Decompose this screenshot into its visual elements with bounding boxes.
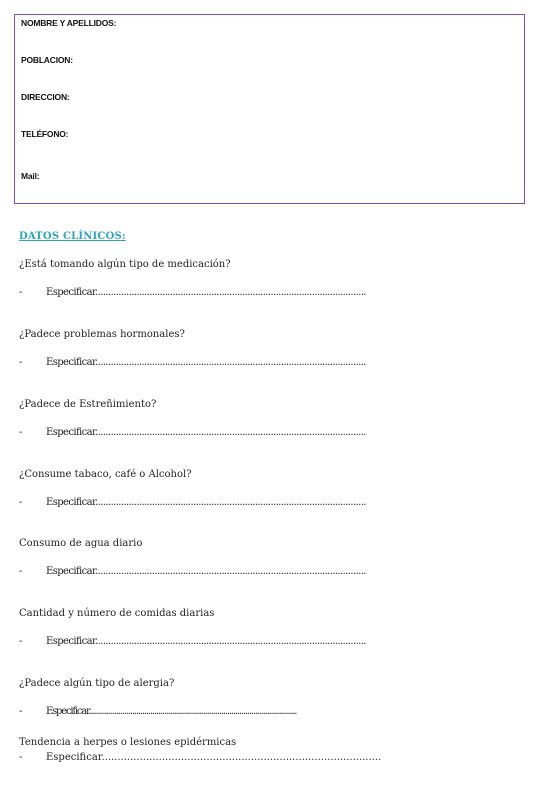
- answer-medication: [19, 287, 366, 298]
- specify-field[interactable]: Especificar.........................................................................................................: [46, 566, 366, 577]
- town-label: POBLACION:: [21, 55, 73, 65]
- bullet: -: [19, 357, 23, 368]
- contact-info-box: [14, 14, 525, 204]
- question-allergy: ¿Padece algún tipo de alergia?: [19, 678, 175, 689]
- specify-field[interactable]: Especificar.........................................................................................................: [46, 427, 366, 438]
- answer-herpes: [19, 752, 382, 763]
- specify-field[interactable]: Especificar.........................................................................................................: [46, 287, 366, 298]
- address-label: DIRECCION:: [21, 92, 70, 102]
- answer-meals: [19, 636, 366, 647]
- bullet: -: [19, 636, 23, 647]
- name-label: NOMBRE Y APELLIDOS:: [21, 18, 117, 28]
- specify-field[interactable]: Especificar.........................................................................................................: [46, 357, 366, 368]
- question-tobacco: ¿Consume tabaco, café o Alcohol?: [19, 469, 192, 480]
- answer-allergy: [19, 706, 297, 717]
- bullet: -: [19, 706, 23, 717]
- bullet: -: [19, 752, 23, 763]
- specify-field[interactable]: Especificar.........................................................................................................: [46, 706, 297, 717]
- question-water: Consumo de agua diario: [19, 538, 143, 549]
- bullet: -: [19, 427, 23, 438]
- answer-hormonal: [19, 357, 366, 368]
- answer-water: [19, 566, 366, 577]
- mail-label: Mail:: [21, 171, 40, 181]
- bullet: -: [19, 566, 23, 577]
- specify-field[interactable]: Especificar.........................................................................................................: [46, 636, 366, 647]
- question-hormonal: ¿Padece problemas hormonales?: [19, 329, 185, 340]
- specify-field[interactable]: Especificar.........................................................................................................: [46, 497, 366, 508]
- bullet: -: [19, 497, 23, 508]
- answer-tobacco: [19, 497, 366, 508]
- question-herpes: Tendencia a herpes o lesiones epidérmicas: [19, 737, 237, 748]
- bullet: -: [19, 287, 23, 298]
- question-constipation: ¿Padece de Estreñimiento?: [19, 399, 157, 410]
- clinical-data-heading: DATOS CLÍNICOS:: [19, 231, 126, 242]
- answer-constipation: [19, 427, 366, 438]
- question-meals: Cantidad y número de comidas diarias: [19, 608, 215, 619]
- phone-label: TELÉFONO:: [21, 129, 69, 139]
- specify-field[interactable]: Especificar........................................................................................: [46, 752, 382, 763]
- question-medication: ¿Está tomando algún tipo de medicación?: [19, 259, 231, 270]
